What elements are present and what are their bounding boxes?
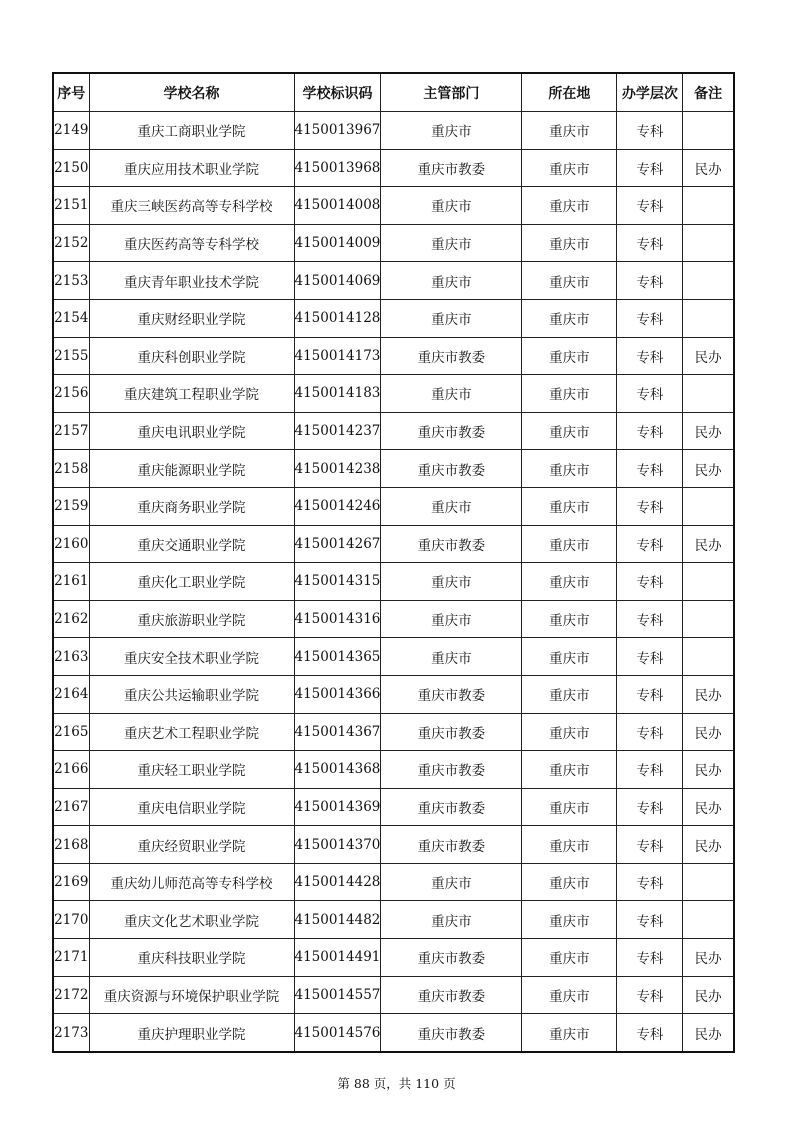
cell-school-code: 4150013967: [294, 112, 381, 150]
school-list-table: [52, 72, 735, 1053]
cell-department: 重庆市教委: [381, 939, 522, 977]
cell-level: 专科: [617, 149, 683, 187]
cell-serial-number: 2160: [53, 525, 89, 563]
table-row: [53, 675, 734, 713]
cell-level: 专科: [617, 713, 683, 751]
cell-serial-number: 2157: [53, 412, 89, 450]
cell-location: 重庆市: [522, 638, 617, 676]
cell-location: 重庆市: [522, 901, 617, 939]
cell-level: 专科: [617, 337, 683, 375]
table-row: [53, 299, 734, 337]
cell-school-code: 4150014237: [294, 412, 381, 450]
cell-level: 专科: [617, 638, 683, 676]
cell-serial-number: 2154: [53, 299, 89, 337]
cell-remark: 民办: [683, 525, 734, 563]
cell-remark: 民办: [683, 337, 734, 375]
cell-school-name: 重庆文化艺术职业学院: [89, 901, 294, 939]
cell-serial-number: 2166: [53, 751, 89, 789]
cell-location: 重庆市: [522, 751, 617, 789]
cell-serial-number: 2167: [53, 788, 89, 826]
cell-department: 重庆市: [381, 863, 522, 901]
cell-location: 重庆市: [522, 299, 617, 337]
cell-school-name: 重庆艺术工程职业学院: [89, 713, 294, 751]
header-department: 主管部门: [381, 73, 522, 112]
cell-serial-number: 2162: [53, 600, 89, 638]
cell-level: 专科: [617, 563, 683, 601]
table-row: [53, 826, 734, 864]
cell-remark: 民办: [683, 939, 734, 977]
cell-remark: 民办: [683, 976, 734, 1014]
cell-department: 重庆市: [381, 299, 522, 337]
cell-location: 重庆市: [522, 525, 617, 563]
cell-level: 专科: [617, 450, 683, 488]
cell-school-name: 重庆科技职业学院: [89, 939, 294, 977]
header-serial-number: 序号: [53, 73, 89, 112]
cell-school-code: 4150014267: [294, 525, 381, 563]
cell-school-code: 4150014238: [294, 450, 381, 488]
cell-level: 专科: [617, 863, 683, 901]
header-school-code: 学校标识码: [294, 73, 381, 112]
cell-department: 重庆市教委: [381, 337, 522, 375]
cell-level: 专科: [617, 675, 683, 713]
cell-department: 重庆市: [381, 262, 522, 300]
cell-school-code: 4150014128: [294, 299, 381, 337]
table-row: [53, 600, 734, 638]
table-row: [53, 337, 734, 375]
table-row: [53, 901, 734, 939]
cell-school-name: 重庆轻工职业学院: [89, 751, 294, 789]
cell-level: 专科: [617, 826, 683, 864]
cell-serial-number: 2169: [53, 863, 89, 901]
cell-location: 重庆市: [522, 863, 617, 901]
cell-serial-number: 2164: [53, 675, 89, 713]
cell-school-code: 4150013968: [294, 149, 381, 187]
cell-remark: 民办: [683, 826, 734, 864]
cell-school-code: 4150014368: [294, 751, 381, 789]
cell-school-name: 重庆资源与环境保护职业学院: [89, 976, 294, 1014]
cell-location: 重庆市: [522, 262, 617, 300]
cell-school-name: 重庆化工职业学院: [89, 563, 294, 601]
cell-remark: 民办: [683, 675, 734, 713]
table-row: [53, 713, 734, 751]
cell-level: 专科: [617, 788, 683, 826]
cell-location: 重庆市: [522, 224, 617, 262]
cell-remark: [683, 187, 734, 225]
cell-location: 重庆市: [522, 713, 617, 751]
cell-school-name: 重庆交通职业学院: [89, 525, 294, 563]
cell-department: 重庆市: [381, 600, 522, 638]
cell-serial-number: 2168: [53, 826, 89, 864]
cell-remark: [683, 112, 734, 150]
table-row: [53, 751, 734, 789]
table-row: [53, 525, 734, 563]
cell-location: 重庆市: [522, 337, 617, 375]
cell-serial-number: 2163: [53, 638, 89, 676]
cell-serial-number: 2155: [53, 337, 89, 375]
cell-remark: 民办: [683, 149, 734, 187]
cell-department: 重庆市教委: [381, 976, 522, 1014]
cell-school-name: 重庆能源职业学院: [89, 450, 294, 488]
header-location: 所在地: [522, 73, 617, 112]
cell-level: 专科: [617, 751, 683, 789]
cell-department: 重庆市教委: [381, 713, 522, 751]
cell-school-name: 重庆电信职业学院: [89, 788, 294, 826]
table-row: [53, 1014, 734, 1052]
cell-location: 重庆市: [522, 412, 617, 450]
cell-school-name: 重庆青年职业技术学院: [89, 262, 294, 300]
cell-level: 专科: [617, 187, 683, 225]
cell-department: 重庆市教委: [381, 826, 522, 864]
cell-school-name: 重庆工商职业学院: [89, 112, 294, 150]
cell-serial-number: 2152: [53, 224, 89, 262]
cell-location: 重庆市: [522, 487, 617, 525]
table-body: [53, 112, 734, 1052]
table-row: [53, 187, 734, 225]
page-number: 第 88 页，共 110 页: [337, 1076, 456, 1091]
cell-serial-number: 2150: [53, 149, 89, 187]
table-row: [53, 412, 734, 450]
table-row: [53, 262, 734, 300]
cell-serial-number: 2171: [53, 939, 89, 977]
cell-remark: [683, 863, 734, 901]
cell-school-code: 4150014557: [294, 976, 381, 1014]
cell-remark: [683, 901, 734, 939]
cell-school-name: 重庆财经职业学院: [89, 299, 294, 337]
cell-school-code: 4150014370: [294, 826, 381, 864]
cell-department: 重庆市: [381, 112, 522, 150]
cell-level: 专科: [617, 901, 683, 939]
cell-remark: [683, 638, 734, 676]
cell-level: 专科: [617, 487, 683, 525]
cell-serial-number: 2161: [53, 563, 89, 601]
cell-serial-number: 2149: [53, 112, 89, 150]
cell-remark: 民办: [683, 713, 734, 751]
cell-serial-number: 2159: [53, 487, 89, 525]
table-row: [53, 863, 734, 901]
cell-department: 重庆市: [381, 638, 522, 676]
cell-school-code: 4150014183: [294, 375, 381, 413]
cell-school-name: 重庆安全技术职业学院: [89, 638, 294, 676]
table-row: [53, 788, 734, 826]
cell-level: 专科: [617, 600, 683, 638]
table-row: [53, 638, 734, 676]
cell-remark: [683, 224, 734, 262]
cell-location: 重庆市: [522, 939, 617, 977]
table-row: [53, 563, 734, 601]
header-level: 办学层次: [617, 73, 683, 112]
cell-remark: 民办: [683, 788, 734, 826]
cell-school-code: 4150014316: [294, 600, 381, 638]
cell-serial-number: 2172: [53, 976, 89, 1014]
cell-department: 重庆市: [381, 187, 522, 225]
cell-location: 重庆市: [522, 375, 617, 413]
cell-school-code: 4150014576: [294, 1014, 381, 1052]
table-row: [53, 976, 734, 1014]
cell-location: 重庆市: [522, 1014, 617, 1052]
cell-location: 重庆市: [522, 187, 617, 225]
cell-location: 重庆市: [522, 450, 617, 488]
cell-serial-number: 2170: [53, 901, 89, 939]
cell-school-name: 重庆公共运输职业学院: [89, 675, 294, 713]
cell-level: 专科: [617, 112, 683, 150]
cell-school-name: 重庆医药高等专科学校: [89, 224, 294, 262]
cell-level: 专科: [617, 299, 683, 337]
header-school-name: 学校名称: [89, 73, 294, 112]
cell-school-name: 重庆经贸职业学院: [89, 826, 294, 864]
cell-school-name: 重庆旅游职业学院: [89, 600, 294, 638]
cell-remark: [683, 487, 734, 525]
cell-school-code: 4150014366: [294, 675, 381, 713]
cell-department: 重庆市: [381, 487, 522, 525]
cell-location: 重庆市: [522, 826, 617, 864]
cell-department: 重庆市: [381, 375, 522, 413]
cell-school-name: 重庆科创职业学院: [89, 337, 294, 375]
cell-department: 重庆市: [381, 901, 522, 939]
cell-remark: 民办: [683, 1014, 734, 1052]
cell-school-code: 4150014428: [294, 863, 381, 901]
cell-school-name: 重庆建筑工程职业学院: [89, 375, 294, 413]
cell-level: 专科: [617, 1014, 683, 1052]
cell-department: 重庆市教委: [381, 1014, 522, 1052]
cell-location: 重庆市: [522, 149, 617, 187]
cell-level: 专科: [617, 525, 683, 563]
cell-remark: [683, 600, 734, 638]
cell-school-code: 4150014491: [294, 939, 381, 977]
cell-serial-number: 2173: [53, 1014, 89, 1052]
header-row: [53, 73, 734, 112]
cell-school-name: 重庆电讯职业学院: [89, 412, 294, 450]
cell-school-code: 4150014173: [294, 337, 381, 375]
cell-school-name: 重庆护理职业学院: [89, 1014, 294, 1052]
cell-department: 重庆市教委: [381, 450, 522, 488]
cell-location: 重庆市: [522, 788, 617, 826]
cell-location: 重庆市: [522, 976, 617, 1014]
table-row: [53, 450, 734, 488]
cell-school-code: 4150014315: [294, 563, 381, 601]
cell-location: 重庆市: [522, 563, 617, 601]
cell-school-name: 重庆三峡医药高等专科学校: [89, 187, 294, 225]
cell-school-name: 重庆应用技术职业学院: [89, 149, 294, 187]
cell-school-name: 重庆幼儿师范高等专科学校: [89, 863, 294, 901]
cell-school-code: 4150014369: [294, 788, 381, 826]
table-row: [53, 112, 734, 150]
cell-remark: 民办: [683, 412, 734, 450]
cell-location: 重庆市: [522, 112, 617, 150]
cell-school-name: 重庆商务职业学院: [89, 487, 294, 525]
cell-remark: [683, 262, 734, 300]
cell-remark: [683, 299, 734, 337]
cell-location: 重庆市: [522, 600, 617, 638]
table-row: [53, 224, 734, 262]
cell-serial-number: 2165: [53, 713, 89, 751]
cell-level: 专科: [617, 412, 683, 450]
cell-school-code: 4150014482: [294, 901, 381, 939]
cell-serial-number: 2151: [53, 187, 89, 225]
cell-remark: 民办: [683, 450, 734, 488]
cell-remark: 民办: [683, 751, 734, 789]
cell-department: 重庆市教委: [381, 525, 522, 563]
cell-remark: [683, 375, 734, 413]
cell-level: 专科: [617, 224, 683, 262]
cell-level: 专科: [617, 375, 683, 413]
header-remark: 备注: [683, 73, 734, 112]
cell-department: 重庆市: [381, 563, 522, 601]
cell-department: 重庆市教委: [381, 788, 522, 826]
cell-department: 重庆市教委: [381, 149, 522, 187]
cell-department: 重庆市教委: [381, 412, 522, 450]
cell-serial-number: 2153: [53, 262, 89, 300]
cell-location: 重庆市: [522, 675, 617, 713]
cell-school-code: 4150014009: [294, 224, 381, 262]
cell-school-code: 4150014069: [294, 262, 381, 300]
cell-level: 专科: [617, 976, 683, 1014]
cell-school-code: 4150014008: [294, 187, 381, 225]
cell-school-code: 4150014365: [294, 638, 381, 676]
table-row: [53, 487, 734, 525]
table-header: [53, 73, 734, 112]
cell-level: 专科: [617, 939, 683, 977]
cell-department: 重庆市教委: [381, 751, 522, 789]
table-row: [53, 939, 734, 977]
cell-serial-number: 2158: [53, 450, 89, 488]
cell-level: 专科: [617, 262, 683, 300]
cell-department: 重庆市: [381, 224, 522, 262]
table-row: [53, 149, 734, 187]
cell-school-code: 4150014367: [294, 713, 381, 751]
cell-remark: [683, 563, 734, 601]
table-row: [53, 375, 734, 413]
cell-school-code: 4150014246: [294, 487, 381, 525]
cell-serial-number: 2156: [53, 375, 89, 413]
cell-department: 重庆市教委: [381, 675, 522, 713]
